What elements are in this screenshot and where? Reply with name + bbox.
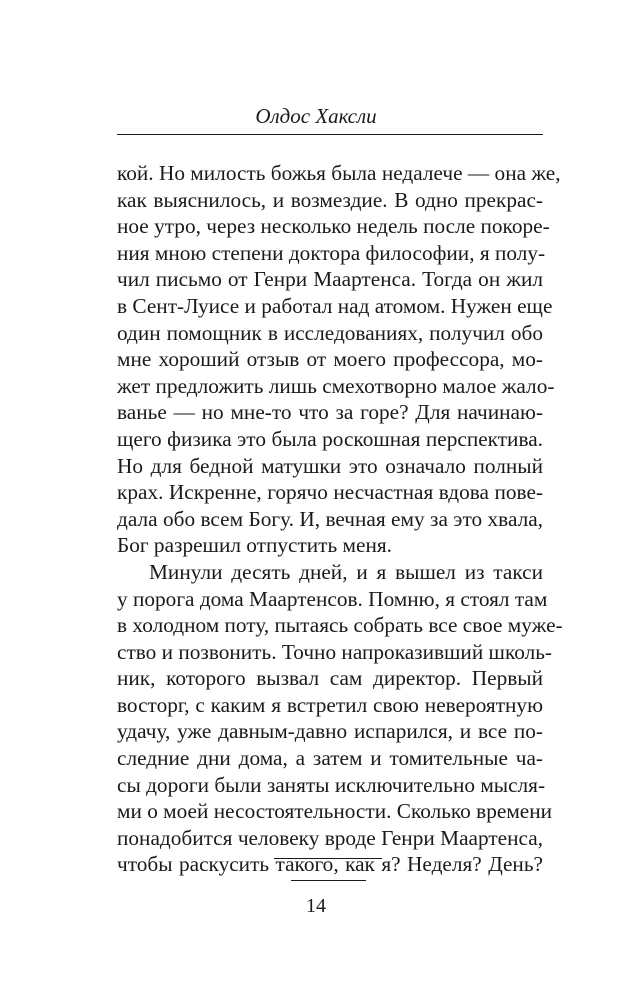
text-line: восторг, с каким я встретил свою невероятную <box>117 692 543 717</box>
text-line: ванье — но мне-то что за горе? Для начинаю- <box>117 400 543 425</box>
text-line: сы дороги были заняты исключительно мысля- <box>117 772 546 797</box>
page-number: 14 <box>306 895 326 917</box>
text-line: чил письмо от Генри Маартенса. Тогда он жил <box>117 267 543 292</box>
text-line: следние дни дома, а затем и томительные ча- <box>117 746 543 771</box>
text-line: Минули десять дней, и я вышел из такси <box>149 559 543 584</box>
text-line: понадобится человеку вроде Генри Маартенса, <box>117 825 543 850</box>
text-line: ник, которого вызвал сам директор. Первый <box>117 666 543 691</box>
text-line: в Сент-Луисе и работал над атомом. Нужен еще <box>117 293 553 318</box>
running-head: Олдос Хаксли <box>255 104 377 128</box>
footer-rule <box>274 858 382 859</box>
text-line: щего физика это была роскошная перспектива. <box>117 426 543 451</box>
text-line: ми о моей несостоятельности. Сколько времени <box>117 799 553 824</box>
text-line: мне хороший отзыв от моего профессора, мо- <box>117 347 543 372</box>
text-line: крах. Искренне, горячо несчастная вдова пове- <box>117 480 543 505</box>
text-line: ния мною степени доктора философии, я полу- <box>117 240 546 265</box>
text-line: в холодном поту, пытаясь собрать все свое муже- <box>117 613 563 638</box>
text-line: у порога дома Маартенсов. Помню, я стоял там <box>117 586 548 611</box>
text-line: как выяснилось, и возмездие. В одно прекрас- <box>117 187 543 212</box>
header-rule <box>117 134 543 135</box>
text-line: ное утро, через несколько недель после покоре- <box>117 214 550 239</box>
text-line: кой. Но милость божья была недалече — она же, <box>117 161 561 185</box>
text-line: Но для бедной матушки это означало полный <box>117 453 543 478</box>
paragraph <box>117 160 561 559</box>
text-line: жет предложить лишь смехотворно малое жало- <box>117 373 555 398</box>
paragraph <box>117 559 563 878</box>
body-text <box>117 160 563 878</box>
text-line: дала обо всем Богу. И, вечная ему за это хвала, <box>117 506 543 531</box>
text-line: ство и позвонить. Точно напроказивший школь- <box>117 639 553 664</box>
text-line: чтобы раскусить такого, как я? Неделя? День? <box>117 852 543 877</box>
text-line: удачу, уже давным-давно испарился, и все по- <box>117 719 543 744</box>
text-line: один помощник в исследованиях, получил обо <box>117 320 543 345</box>
text-line: Бог разрешил отпустить меня. <box>117 533 392 558</box>
footer-rule <box>291 880 366 881</box>
